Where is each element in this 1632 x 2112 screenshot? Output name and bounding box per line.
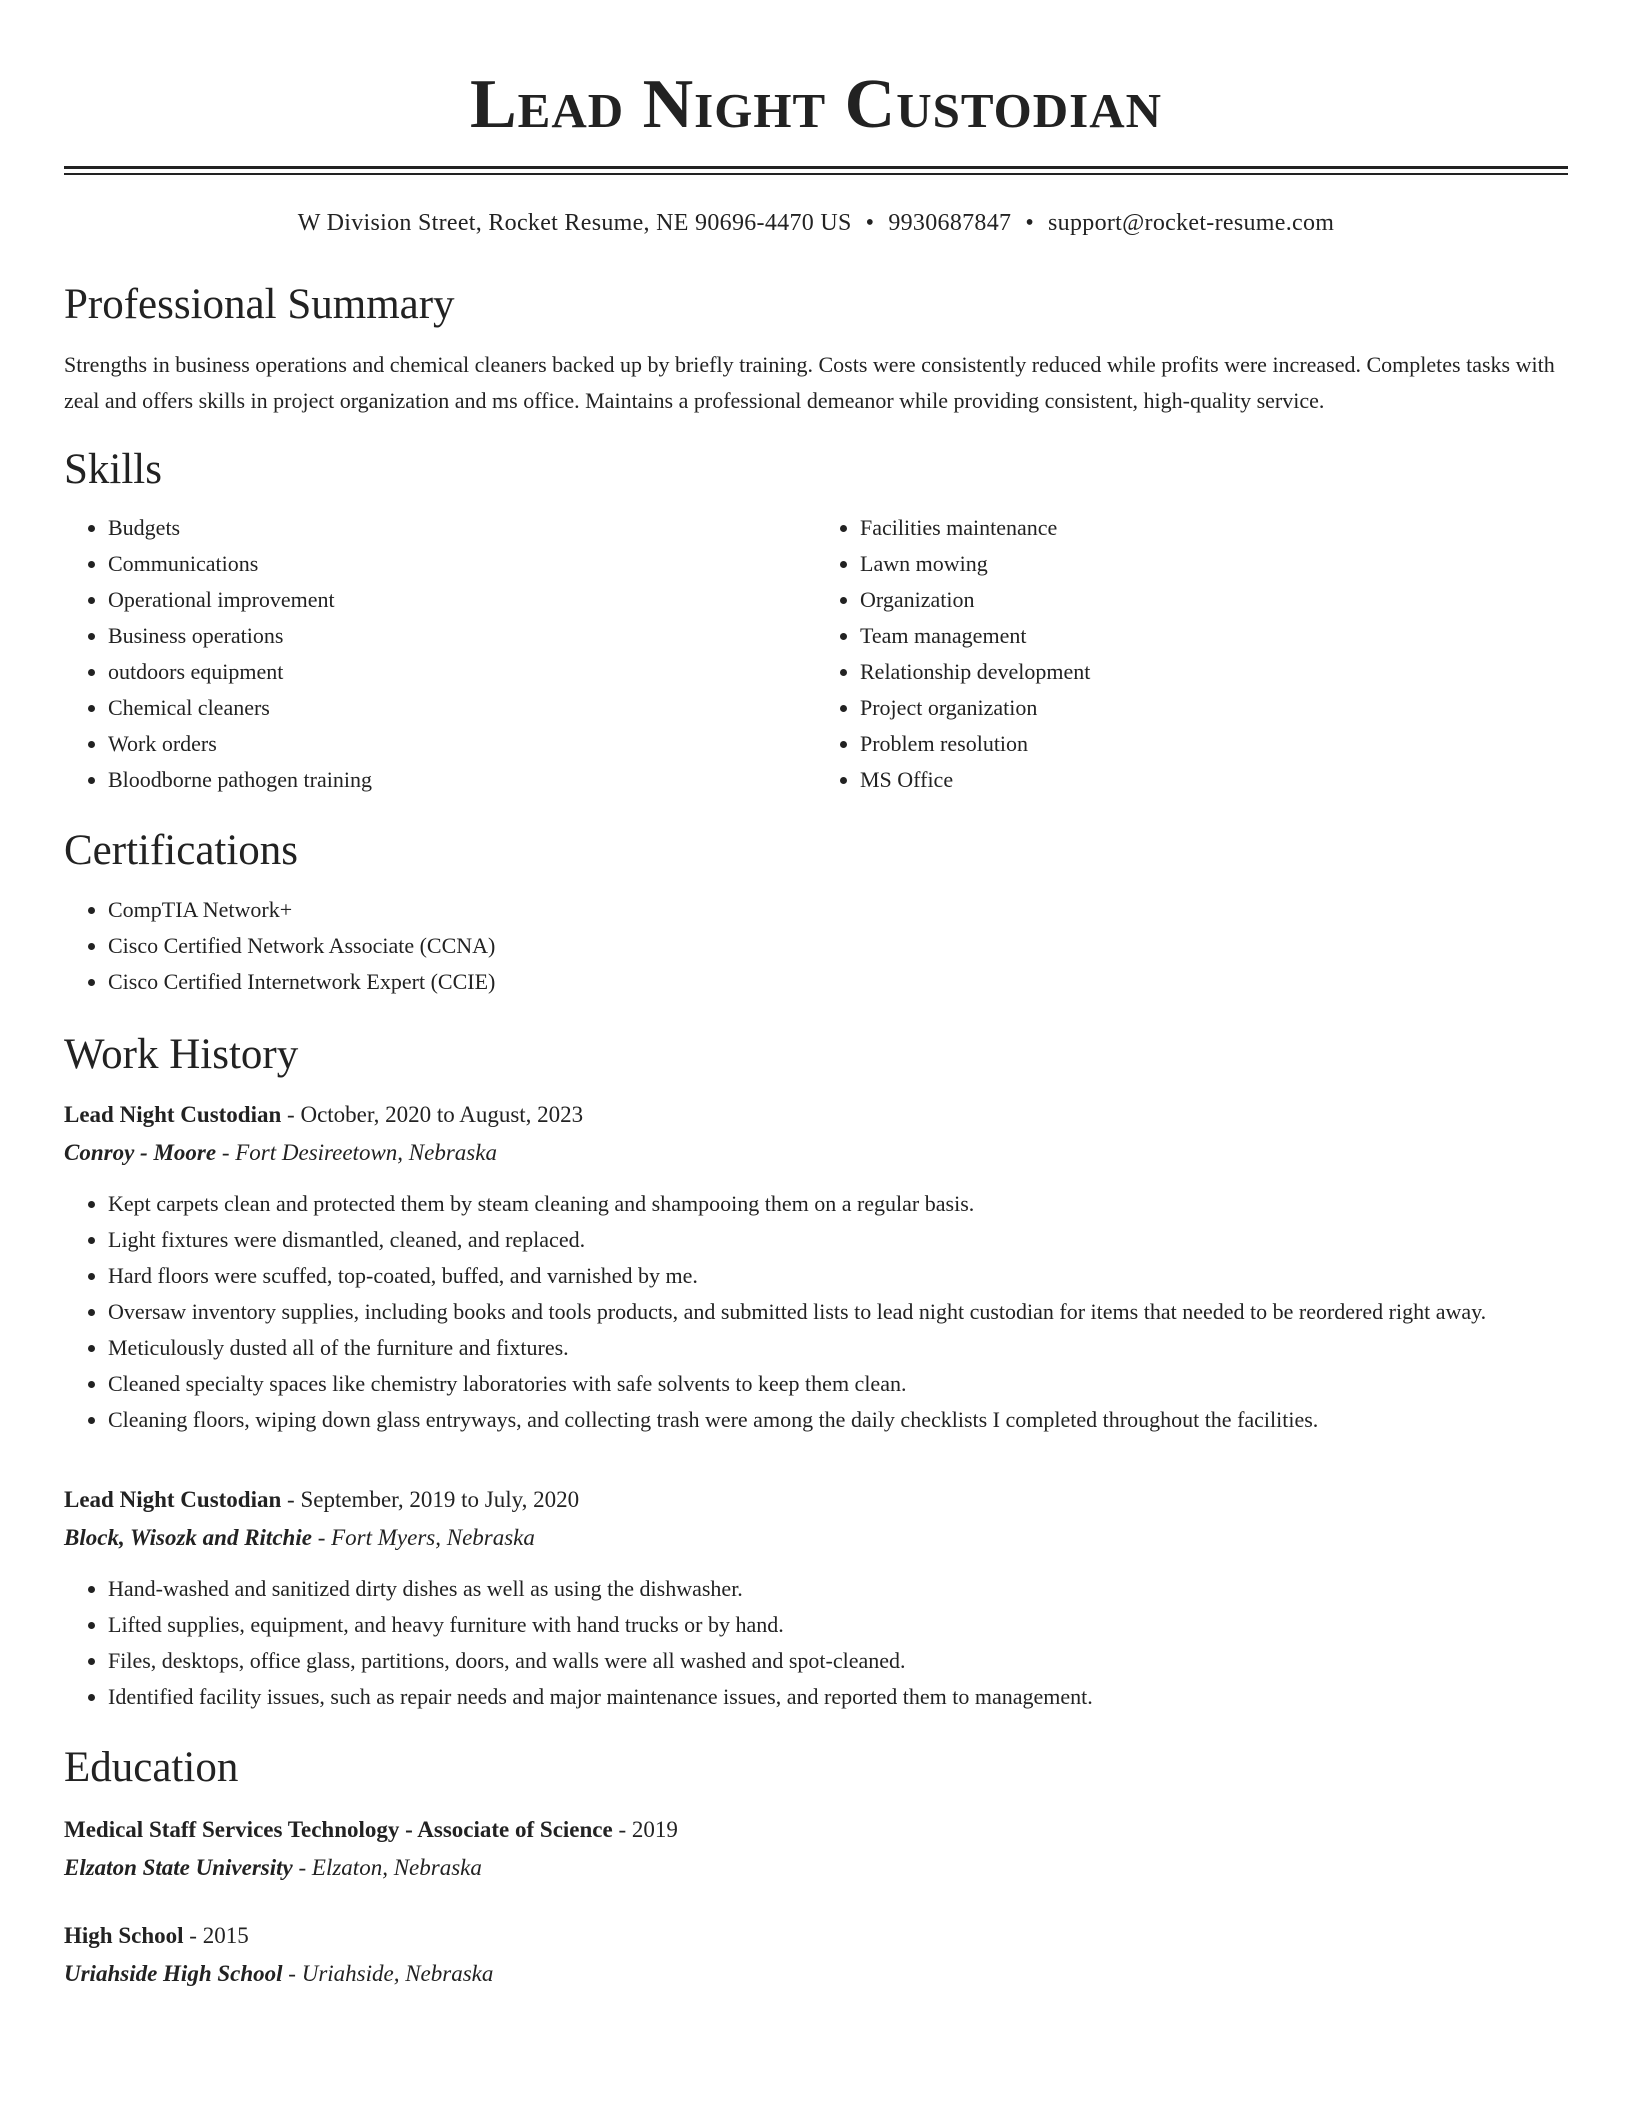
job-bullets — [64, 1186, 1568, 1438]
skills-columns — [64, 510, 1568, 798]
education-school-line: Uriahside High School - Uriahside, Nebraska — [64, 1961, 494, 1986]
job-location: Fort Desireetown, Nebraska — [235, 1140, 497, 1165]
section-heading-summary: Professional Summary — [64, 281, 455, 328]
skill-item: • MS Office — [860, 762, 1568, 798]
certification-item: • Cisco Certified Network Associate (CCNA) — [108, 928, 1568, 964]
contact-phone: 9930687847 — [888, 210, 1012, 236]
skill-item: • Problem resolution — [860, 726, 1568, 762]
education-degree-line: Medical Staff Services Technology - Associate of Science - 2019 — [64, 1817, 678, 1842]
skill-item: • Project organization — [860, 690, 1568, 726]
job-bullet: • Lifted supplies, equipment, and heavy furniture with hand trucks or by hand. — [108, 1607, 1568, 1643]
skill-item: • outdoors equipment — [108, 654, 816, 690]
education-school: Elzaton State University — [64, 1855, 293, 1880]
skill-item: • Bloodborne pathogen training — [108, 762, 816, 798]
job-title-line: Lead Night Custodian - September, 2019 to July, 2020 — [64, 1487, 580, 1512]
skill-item: • Work orders — [108, 726, 816, 762]
education-school-line: Elzaton State University - Elzaton, Nebraska — [64, 1855, 482, 1880]
skill-item: • Chemical cleaners — [108, 690, 816, 726]
skills-list-left — [64, 510, 816, 798]
education-year: 2019 — [631, 1817, 678, 1842]
job-dates: September, 2019 to July, 2020 — [300, 1487, 580, 1512]
contact-separator: • — [1025, 210, 1035, 236]
section-heading-education: Education — [64, 1744, 239, 1791]
job-bullet: • Hard floors were scuffed, top-coated, buffed, and varnished by me. — [108, 1258, 1568, 1294]
skill-item: • Business operations — [108, 618, 816, 654]
job-bullet: • Cleaning floors, wiping down glass entryways, and collecting trash were among the daily checklists I completed throughout the facilities. — [108, 1402, 1568, 1438]
section-heading-certifications: Certifications — [64, 827, 299, 874]
job-company: Conroy - Moore — [64, 1140, 217, 1165]
header-rule-thick — [64, 166, 1568, 169]
skill-item: • Organization — [860, 582, 1568, 618]
job-title-line: Lead Night Custodian - October, 2020 to August, 2023 — [64, 1102, 584, 1127]
job-bullet: • Identified facility issues, such as repair needs and major maintenance issues, and reported them to management. — [108, 1679, 1568, 1715]
job-title: Lead Night Custodian — [64, 1102, 282, 1127]
job-bullet: • Cleaned specialty spaces like chemistry laboratories with safe solvents to keep them clean. — [108, 1366, 1568, 1402]
education-entry — [64, 1811, 1568, 1887]
education-degree: High School — [64, 1923, 184, 1948]
skill-item: • Operational improvement — [108, 582, 816, 618]
skills-list-right — [816, 510, 1568, 798]
skill-item: • Budgets — [108, 510, 816, 546]
job-bullet: • Hand-washed and sanitized dirty dishes as well as using the dishwasher. — [108, 1571, 1568, 1607]
job-company-line: Conroy - Moore - Fort Desireetown, Nebraska — [64, 1140, 497, 1165]
skill-item: • Team management — [860, 618, 1568, 654]
education-school: Uriahside High School — [64, 1961, 283, 1986]
contact-line — [64, 208, 1568, 238]
job-entry — [64, 1096, 1568, 1438]
section-heading-skills: Skills — [64, 446, 162, 493]
job-entry — [64, 1481, 1568, 1715]
job-bullet: • Meticulously dusted all of the furniture and fixtures. — [108, 1330, 1568, 1366]
job-company: Block, Wisozk and Ritchie — [64, 1525, 312, 1550]
job-bullet: • Oversaw inventory supplies, including books and tools products, and submitted lists to lead night custodian for items that needed to be reordered right away. — [108, 1294, 1568, 1330]
header-rule-thin — [64, 173, 1568, 175]
job-title: Lead Night Custodian — [64, 1487, 282, 1512]
section-heading-work-history: Work History — [64, 1031, 299, 1078]
job-dates: October, 2020 to August, 2023 — [300, 1102, 584, 1127]
contact-address: W Division Street, Rocket Resume, NE 90696-4470 US — [297, 210, 852, 236]
skill-item: • Communications — [108, 546, 816, 582]
certifications-list — [64, 892, 1568, 1000]
contact-email[interactable]: support@rocket-resume.com — [1048, 210, 1335, 236]
education-degree-line: High School - 2015 — [64, 1923, 249, 1948]
education-location: Elzaton, Nebraska — [311, 1855, 482, 1880]
job-location: Fort Myers, Nebraska — [331, 1525, 535, 1550]
contact-separator: • — [865, 210, 875, 236]
education-year: 2015 — [202, 1923, 249, 1948]
certification-item: • CompTIA Network+ — [108, 892, 1568, 928]
education-entry — [64, 1917, 1568, 1993]
education-degree: Medical Staff Services Technology - Associate of Science — [64, 1817, 613, 1842]
job-bullet: • Kept carpets clean and protected them by steam cleaning and shampooing them on a regular basis. — [108, 1186, 1568, 1222]
skill-item: • Relationship development — [860, 654, 1568, 690]
skill-item: • Facilities maintenance — [860, 510, 1568, 546]
education-location: Uriahside, Nebraska — [301, 1961, 494, 1986]
job-company-line: Block, Wisozk and Ritchie - Fort Myers, Nebraska — [64, 1525, 535, 1550]
summary-text: Strengths in business operations and chemical cleaners backed up by briefly training. Costs were consistently reduced while profits were increased. Completes tasks with zeal and offers skills in project organization and ms office. Maintains a professional demeanor while providing consistent, high-quality service. — [64, 352, 1555, 413]
certification-item: • Cisco Certified Internetwork Expert (CCIE) — [108, 964, 1568, 1000]
skill-item: • Lawn mowing — [860, 546, 1568, 582]
resume-name-heading: Lead Night Custodian — [469, 66, 1162, 143]
job-bullets — [64, 1571, 1568, 1715]
job-bullet: • Light fixtures were dismantled, cleaned, and replaced. — [108, 1222, 1568, 1258]
job-bullet: • Files, desktops, office glass, partitions, doors, and walls were all washed and spot-cleaned. — [108, 1643, 1568, 1679]
